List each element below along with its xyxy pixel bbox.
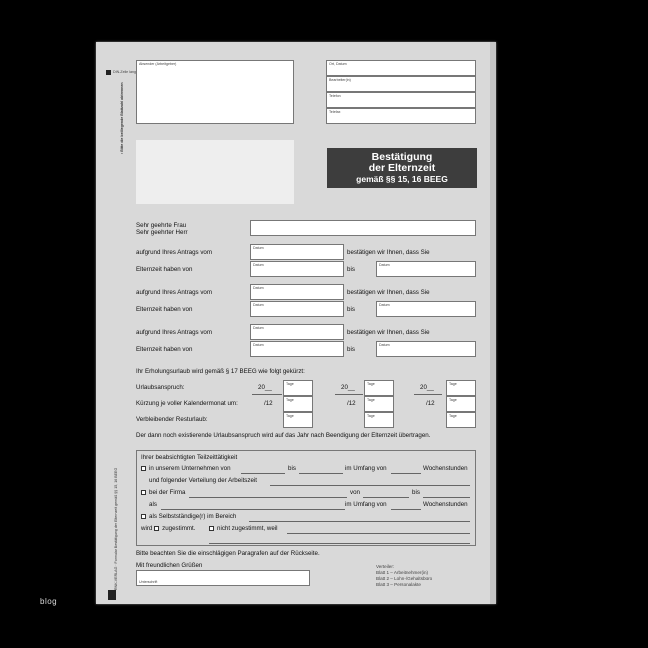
salutation-line2: Sehr geehrter Herr (136, 229, 188, 236)
tage-anspruch-3[interactable]: Tage (446, 380, 476, 396)
verteiler-head: Verteiler: (376, 564, 395, 569)
tage-rest-3[interactable]: Tage (446, 412, 476, 428)
ort-datum-field[interactable]: Ort, Datum (326, 60, 476, 76)
tage-kuerzung-2[interactable]: Tage (364, 396, 394, 412)
hinweis-text: Bitte beachten Sie die einschlägigen Paragrafen auf der Rückseite. (136, 550, 320, 557)
side-top-text: • Bitte die beiliegende Blattzahl abtrennen (120, 82, 124, 154)
tage-anspruch-1[interactable]: Tage (283, 380, 313, 396)
uebertrag-text: Der dann noch existierende Urlaubsanspruch wird auf das Jahr nach Beendigung der Elternzeit übertragen. (136, 432, 431, 439)
firma-checkbox[interactable] (141, 490, 146, 495)
form-sheet: DIN-Zeile lang • Bitte die beiliegende Blattzahl abtrennen RNK-VERLAG · Formular Bestätigung der Elternzeit gemäß §§ 15, 16 BEEG Absender (Arbeitgeber) Ort, Datum Bearbeiter(in) Telefon Telefax Bestätigung der Elternzeit gemäß §§ 15, 16 BEEG Sehr geehrte Frau Sehr geehrter Herr aufgrund Ihres Antrags vom Datum bestätigen wir Ihnen, dass Sie Elternzeit haben von Datum bis Datum aufgrund Ihres Antrags vom Datum bestätigen wir Ihnen, dass Sie Elternzeit haben von Datum bis Datum aufgrund Ihres Antrags vom Datum bestätigen wir Ihnen, dass Sie Elternzeit haben von Datum bis Datum Ihr Erholungsurlaub wird gemäß § 17 BEEG wie folgt gekürzt: Urlaubsanspruch: Kürzung je voller Kalendermonat um: Verbleibender Resturlaub: 20__ /12 Tage Tage Tage 20__ /12 Tage Tage Tage 20__ /12 Tage Tage Tage Der dann noch existierende Urlaubsanspruch wird auf das Jahr nach Beendigung der Elternzeit übertragen. Ihrer beabsichtigten Teilzeittätigkeit in unserem Unternehmen von bis im Umfang von Wochenstunden und folgender Verteilung der Arbeitszeit bei der Firma von bis als im Umfang von Wochenstunden als Selbstständige(r) im Bereich wird zugestimmt. nicht zugestimmt, weil Bitte beachten Sie die einschlägigen Paragrafen auf der Rückseite. Mit freundlichen Grüßen Unterschrift Verteiler: Blatt 1 – Arbeitnehmer(in) Blatt 2 – Lohn-/Gehaltsbüro Blatt 3 – Personalakte (96, 42, 496, 604)
gruss-text: Mit freundlichen Grüßen (136, 562, 203, 569)
name-field[interactable] (250, 220, 476, 236)
salutation-line1: Sehr geehrte Frau (136, 222, 187, 229)
window-marker-icon (106, 70, 111, 75)
telefax-field[interactable]: Telefax (326, 108, 476, 124)
tage-anspruch-2[interactable]: Tage (364, 380, 394, 396)
zugestimmt-checkbox[interactable] (154, 526, 159, 531)
address-window (136, 140, 294, 204)
side-bottom-text: RNK-VERLAG · Formular Bestätigung der Elternzeit gemäß §§ 15, 16 BEEG (114, 467, 118, 590)
sender-label: Absender (Arbeitgeber) (139, 62, 177, 66)
nicht-zugestimmt-checkbox[interactable] (209, 526, 214, 531)
bis-datum-2[interactable]: Datum (376, 301, 476, 317)
bis-datum-3[interactable]: Datum (376, 341, 476, 357)
von-datum-3[interactable]: Datum (250, 341, 344, 357)
side-small-label: DIN-Zeile lang (113, 70, 136, 74)
erholung-heading: Ihr Erholungsurlaub wird gemäß § 17 BEEG wie folgt gekürzt: (136, 368, 305, 375)
antrag-datum-1[interactable]: Datum (250, 244, 344, 260)
watermark-text: blog (40, 597, 58, 606)
tage-rest-1[interactable]: Tage (283, 412, 313, 428)
bis-datum-1[interactable]: Datum (376, 261, 476, 277)
selbststaendig-checkbox[interactable] (141, 514, 146, 519)
antrag-datum-2[interactable]: Datum (250, 284, 344, 300)
tage-kuerzung-3[interactable]: Tage (446, 396, 476, 412)
tage-kuerzung-1[interactable]: Tage (283, 396, 313, 412)
antrag-datum-3[interactable]: Datum (250, 324, 344, 340)
unterschrift-field[interactable]: Unterschrift (136, 570, 310, 586)
unternehmen-checkbox[interactable] (141, 466, 146, 471)
publisher-logo (108, 590, 116, 600)
form-title: Bestätigung der Elternzeit gemäß §§ 15, 16 BEEG (327, 148, 477, 188)
bearbeiter-field[interactable]: Bearbeiter(in) (326, 76, 476, 92)
von-datum-1[interactable]: Datum (250, 261, 344, 277)
telefon-field[interactable]: Telefon (326, 92, 476, 108)
von-datum-2[interactable]: Datum (250, 301, 344, 317)
tage-rest-2[interactable]: Tage (364, 412, 394, 428)
teilzeit-box: Ihrer beabsichtigten Teilzeittätigkeit in unserem Unternehmen von bis im Umfang von Wochenstunden und folgender Verteilung der Arbeitszeit bei der Firma von bis als im Umfang von Wochenstunden als Selbstständige(r) im Bereich wird zugestimmt. nicht zugestimmt, weil (136, 450, 476, 546)
sender-box[interactable] (136, 60, 294, 124)
